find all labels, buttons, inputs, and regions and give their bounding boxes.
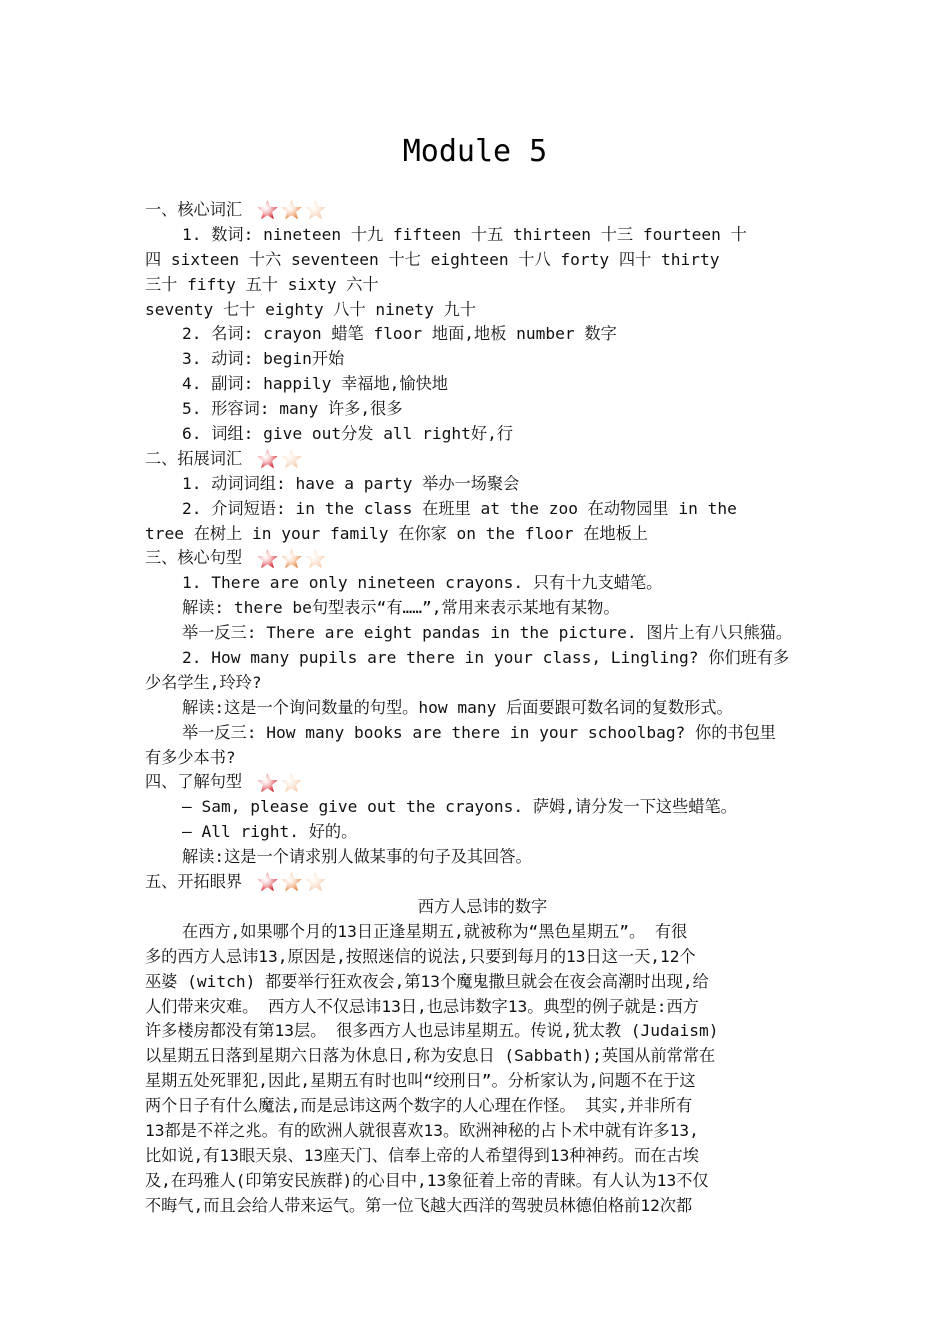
star-icon [280,199,303,221]
text-line: 多的西方人忌讳13,原因是,按照迷信的说法,只要到每月的13日这一天,12个 [145,946,696,966]
star-shape [306,200,326,219]
page-title: Module 5 [402,134,548,169]
text-line: 5. 形容词: many 许多,很多 [182,399,403,419]
star-shape [258,200,278,219]
text-line: 星期五处死罪犯,因此,星期五有时也叫“绞刑日”。分析家认为,问题不在于这 [145,1071,696,1091]
text-line: 少名学生,玲玲? [145,672,262,692]
section-heading-extended-vocabulary [145,447,820,472]
text-line: 解读:这是一个询问数量的句型。how many 后面要跟可数名词的复数形式。 [182,697,733,717]
star-shape [282,200,302,219]
star-icon [256,871,279,893]
difficulty-stars [256,199,327,221]
star-shape [258,773,278,792]
text-line: tree 在树上 in your family 在你家 on the floor 在地板上 [145,523,648,543]
text-line: 巫婆 (witch) 都要举行狂欢夜会,第13个魔鬼撒旦就会在夜会高潮时出现,给 [145,971,709,991]
star-icon [280,548,303,570]
star-icon [256,772,279,794]
text-line: 1. 数词: nineteen 十九 fifteen 十五 thirteen 十三 fourteen 十 [182,224,747,244]
section-heading-text: 一、核心词汇 [145,200,243,219]
star-shape [306,872,326,891]
text-line: 人们带来灾难。 西方人不仅忌讳13日,也忌讳数字13。典型的例子就是:西方 [145,996,699,1016]
difficulty-stars [256,448,303,470]
section-heading-text: 五、开拓眼界 [145,872,243,892]
text-line: 在西方,如果哪个月的13日正逢星期五,就被称为“黑色星期五”。 有很 [182,921,688,941]
text-line: 2. 名词: crayon 蜡笔 floor 地面,地板 number 数字 [182,324,617,344]
text-line: 解读:这是一个请求别人做某事的句子及其回答。 [182,847,532,867]
star-shape [258,872,278,891]
star-icon [304,199,327,221]
text-line: 及,在玛雅人(印第安民族群)的心目中,13象征着上帝的青睐。有人认为13不仅 [145,1170,709,1190]
section-heading-core-sentences [145,546,820,571]
difficulty-stars [256,871,327,893]
star-icon [280,871,303,893]
text-line: 有多少本书? [145,747,236,767]
text-line: 举一反三: How many books are there in your schoolbag? 你的书包里 [182,722,776,742]
text-line: 1. 动词词组: have a party 举办一场聚会 [182,473,520,493]
text-line: seventy 七十 eighty 八十 ninety 九十 [145,299,477,319]
text-line: 6. 词组: give out分发 all right好,行 [182,424,514,444]
text-line: 解读: there be句型表示“有……”,常用来表示某地有某物。 [182,598,620,618]
star-shape [282,773,302,792]
article-title: 西方人忌讳的数字 [417,896,548,916]
text-line: — All right. 好的。 [182,822,358,842]
star-shape [258,549,278,568]
star-icon [304,871,327,893]
difficulty-stars [256,772,303,794]
section-heading-text: 二、拓展词汇 [145,448,243,468]
text-line: 13都是不祥之兆。有的欧洲人就很喜欢13。欧洲神秘的占卜术中就有许多13, [145,1120,699,1140]
text-line: 4. 副词: happily 幸福地,愉快地 [182,374,448,394]
document-body [145,198,820,1219]
star-icon [304,548,327,570]
star-shape [282,449,302,468]
text-line: 以星期五日落到星期六日落为休息日,称为安息日 (Sabbath);英国从前常常在 [145,1046,716,1066]
star-shape [282,549,302,568]
star-shape [282,872,302,891]
text-line: — Sam, please give out the crayons. 萨姆,请分发一下这些蜡笔。 [182,797,737,817]
text-line: 2. How many pupils are there in your class, Lingling? 你们班有多 [182,648,790,668]
text-line: 2. 介词短语: in the class 在班里 at the zoo 在动物园里 in the [182,498,737,518]
section-heading-broaden-horizons [145,870,820,895]
text-line: 不晦气,而且会给人带来运气。第一位飞越大西洋的驾驶员林德伯格前12次都 [145,1195,693,1215]
text-line: 四 sixteen 十六 seventeen 十七 eighteen 十八 forty 四十 thirty [145,249,720,269]
star-icon [256,448,279,470]
text-line: 许多楼房都没有第13层。 很多西方人也忌讳星期五。传说,犹太教 (Judaism) [145,1021,719,1041]
text-line: 三十 fifty 五十 sixty 六十 [145,274,379,294]
text-line: 比如说,有13眼天泉、13座天门、信奉上帝的人希望得到13种神药。而在古埃 [145,1145,699,1165]
section-heading-text: 三、核心句型 [145,548,243,568]
section-heading-core-vocabulary [145,198,820,223]
star-icon [256,199,279,221]
text-line: 3. 动词: begin开始 [182,349,345,369]
star-icon [280,448,303,470]
text-line: 两个日子有什么魔法,而是忌讳这两个数字的人心理在作怪。 其实,并非所有 [145,1096,693,1116]
star-icon [256,548,279,570]
text-line: 1. There are only nineteen crayons. 只有十九支蜡笔。 [182,573,663,593]
star-shape [306,549,326,568]
star-icon [280,772,303,794]
section-heading-understand-sentences [145,770,820,795]
difficulty-stars [256,548,327,570]
text-line: 举一反三: There are eight pandas in the picture. 图片上有八只熊猫。 [182,623,793,643]
section-heading-text: 四、了解句型 [145,772,243,792]
star-shape [258,449,278,468]
